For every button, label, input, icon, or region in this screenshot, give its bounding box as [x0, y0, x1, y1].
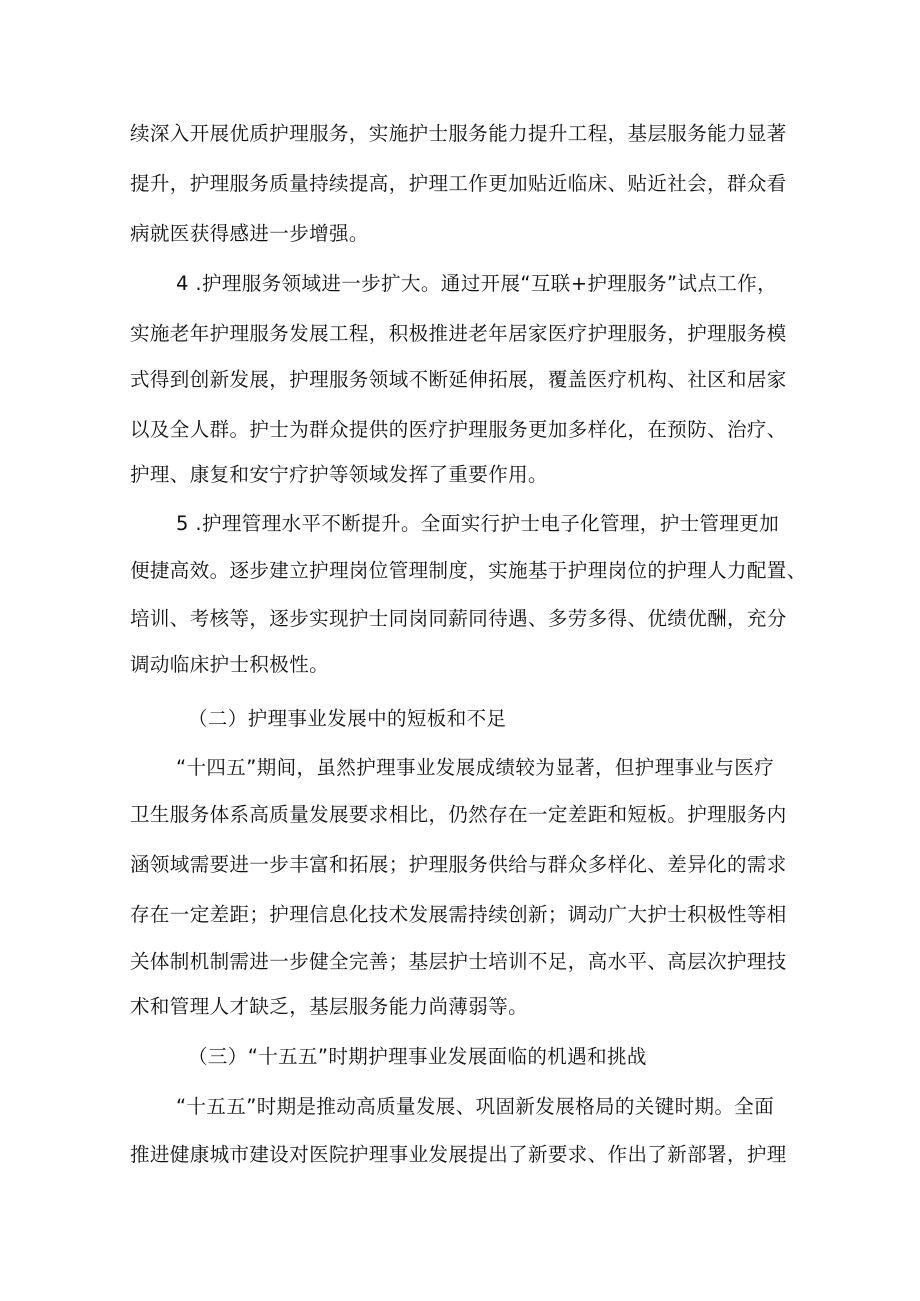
paragraph-line: 4 .护理服务领域进一步扩大。通过开展“互联+护理服务”试点工作，	[176, 272, 778, 295]
paragraph-line: “十五五”时期是推动高质量发展、巩固新发展格局的关键时期。全面	[176, 1095, 775, 1118]
section-heading: （二）护理事业发展中的短板和不足	[188, 707, 507, 730]
paragraph-line: 续深入开展优质护理服务，实施护士服务能力提升工程，基层服务能力显著	[130, 122, 787, 145]
paragraph-line: 推进健康城市建设对医院护理事业发展提出了新要求、作出了新部署，护理	[130, 1143, 787, 1166]
paragraph-line: 实施老年护理服务发展工程，积极推进老年居家医疗护理服务，护理服务模	[130, 322, 787, 345]
section-heading: （三）“十五五”时期护理事业发展面临的机遇和挑战	[188, 1045, 647, 1068]
paragraph-line: 式得到创新发展，护理服务领域不断延伸拓展，覆盖医疗机构、社区和居家	[130, 368, 787, 391]
paragraph-line: 以及全人群。护士为群众提供的医疗护理服务更加多样化，在预防、治疗、	[130, 418, 787, 441]
paragraph-line: 涵领域需要进一步丰富和拓展；护理服务供给与群众多样化、差异化的需求	[130, 853, 787, 876]
paragraph-line: 调动临床护士积极性。	[130, 653, 330, 676]
paragraph-line: 提升，护理服务质量持续提高，护理工作更加贴近临床、贴近社会，群众看	[130, 172, 787, 195]
paragraph-line: “十四五”期间，虽然护理事业发展成绩较为显著，但护理事业与医疗	[176, 756, 775, 779]
paragraph-line: 培训、考核等，逐步实现护士同岗同薪同待遇、多劳多得、优绩优酬，充分	[130, 607, 787, 630]
paragraph-line: 病就医获得感进一步增强。	[130, 222, 369, 245]
paragraph-line: 术和管理人才缺乏，基层服务能力尚薄弱等。	[130, 995, 529, 1018]
paragraph-line: 便捷高效。逐步建立护理岗位管理制度，实施基于护理岗位的护理人力配置、	[130, 559, 807, 582]
paragraph-line: 卫生服务体系高质量发展要求相比，仍然存在一定差距和短板。护理服务内	[130, 803, 787, 826]
paragraph-line: 护理、康复和安宁疗护等领域发挥了重要作用。	[130, 463, 548, 486]
paragraph-line: 存在一定差距；护理信息化技术发展需持续创新；调动广大护士积极性等相	[130, 903, 787, 926]
paragraph-line: 5 .护理管理水平不断提升。全面实行护士电子化管理，护士管理更加	[176, 512, 780, 535]
paragraph-line: 关体制机制需进一步健全完善；基层护士培训不足，高水平、高层次护理技	[130, 950, 787, 973]
